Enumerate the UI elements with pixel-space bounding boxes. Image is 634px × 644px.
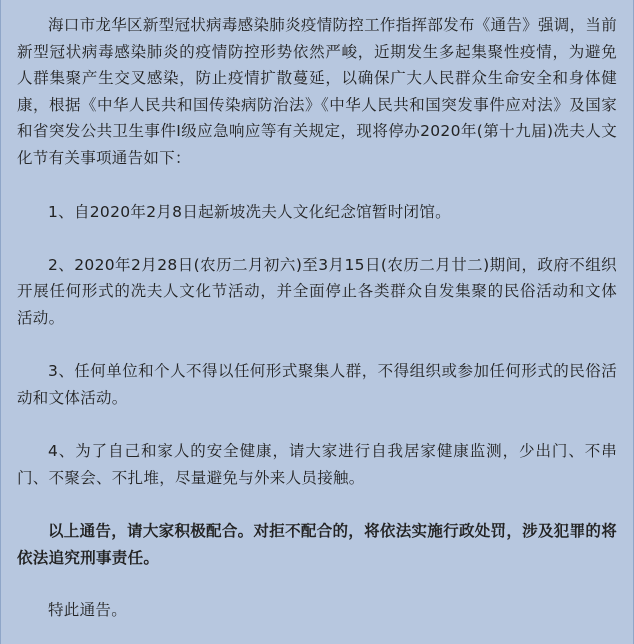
notice-closing-statement: 以上通告，请大家积极配合。对拒不配合的，将依法实施行政处罚，涉及犯罪的将依法追究刑事责任。 (17, 522, 617, 567)
paragraph-spacer (17, 571, 617, 597)
notice-item-2: 2、2020年2月28日(农历二月初六)至3月15日(农历二月廿二)期间，政府不组织开展任何形式的冼夫人文化节活动，并全面停止各类群众自发集聚的民俗活动和文体活动。 (17, 255, 617, 327)
notice-item-3: 3、任何单位和个人不得以任何形式聚集人群，不得组织或参加任何形式的民俗活动和文体活动。 (17, 362, 617, 407)
notice-signoff: 特此通告。 (48, 601, 128, 619)
notice-item-4: 4、为了自己和家人的安全健康，请大家进行自我居家健康监测，少出门、不串门、不聚会、不扎堆，尽量避免与外来人员接触。 (17, 442, 617, 487)
paragraph-spacer (17, 171, 617, 199)
notice-intro-paragraph: 海口市龙华区新型冠状病毒感染肺炎疫情防控工作指挥部发布《通告》强调，当前新型冠状病毒感染肺炎的疫情防控形势依然严峻，近期发生多起集聚性疫情，为避免人群集聚产生交叉感染，防止疫情扩散蔓延，以确保广大人民群众生命安全和身体健康，根据《中华人民共和国传染病防治法》《中华人民共和国突发事件应对法》及国家和省突发公共卫生事件I级应急响应等有关规定，现将停办2020年(第十九届)冼夫人文化节有关事项通告如下： (17, 16, 617, 167)
paragraph-spacer (17, 331, 617, 358)
notice-content (17, 12, 617, 624)
paragraph-spacer (17, 491, 617, 518)
paragraph-spacer (17, 226, 617, 252)
notice-item-1: 1、自2020年2月8日起新坡冼夫人文化纪念馆暂时闭馆。 (48, 203, 451, 221)
paragraph-spacer (17, 411, 617, 438)
